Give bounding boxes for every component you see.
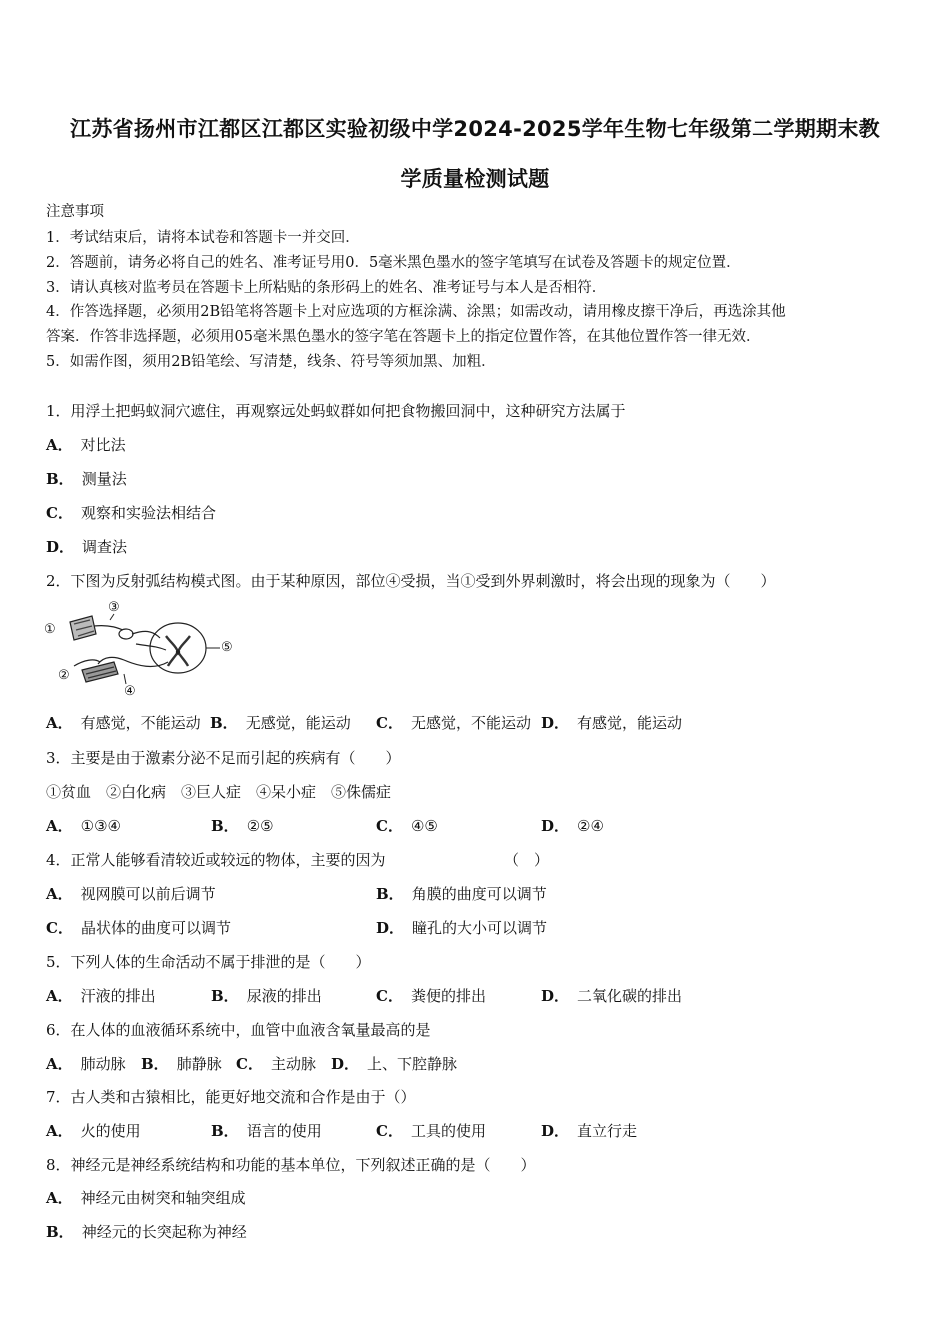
q6-option-a: [46, 1054, 126, 1074]
q2-stem: 2．下图为反射弧结构模式图。由于某种原因，部位④受损，当①受到外界刺激时，将会出现的现象为（ ）: [46, 572, 776, 590]
notice-item-2: 2．答题前，请务必将自己的姓名、准考证号用0．5毫米黑色墨水的签字笔填写在试卷及答题卡的规定位置．: [46, 255, 741, 271]
q7-option-b-text: 语言的使用: [246, 1122, 322, 1140]
q1-option-b-text: 测量法: [81, 470, 127, 488]
q2-option-c-letter: C．: [376, 714, 403, 732]
q5-option-c: [376, 986, 486, 1006]
q7-option-c-letter: C．: [376, 1122, 403, 1140]
q6-option-b-text: 肺静脉: [176, 1055, 222, 1073]
notice-item-5: 5．如需作图，须用2B铅笔绘、写清楚，线条、符号等须加黑、加粗．: [46, 354, 496, 370]
q6-option-c: [236, 1054, 316, 1074]
q1-option-d: [46, 537, 127, 557]
q8-stem: 8．神经元是神经系统结构和功能的基本单位，下列叙述正确的是（ ）: [46, 1156, 536, 1174]
q3-option-a-letter: A．: [46, 817, 73, 835]
q5-option-c-text: 粪便的排出: [410, 987, 486, 1005]
q8-option-a: [46, 1188, 246, 1208]
q3-option-a: [46, 816, 121, 836]
reflex-arc-diagram: [44, 600, 236, 700]
q2-option-d-text: 有感觉，能运动: [577, 714, 683, 732]
q3-option-b-text: ②⑤: [246, 817, 274, 835]
q2-option-b-letter: B．: [210, 714, 238, 732]
q5-option-d-letter: D．: [541, 987, 570, 1005]
notice-item-4-cont: 答案．作答非选择题，必须用05毫米黑色墨水的签字笔在答题卡上的指定位置作答，在其他位置作答一律无效．: [46, 329, 761, 345]
notice-item-4: 4．作答选择题，必须用2B铅笔将答题卡上对应选项的方框涂满、涂黑；如需改动，请用橡皮擦干净后，再选涂其他: [46, 304, 786, 320]
q4-option-a-text: 视网膜可以前后调节: [80, 885, 216, 903]
q5-option-a: [46, 986, 156, 1006]
q7-option-c-text: 工具的使用: [410, 1122, 486, 1140]
diagram-label-1: ①: [44, 622, 56, 637]
q7-option-a-letter: A．: [46, 1122, 73, 1140]
q5-option-d-text: 二氧化碳的排出: [577, 987, 683, 1005]
notice-item-1: 1．考试结束后，请将本试卷和答题卡一并交回．: [46, 230, 360, 246]
q5-option-d: [541, 986, 682, 1006]
q3-option-d: [541, 816, 604, 836]
q4-option-a-letter: A．: [46, 885, 73, 903]
q4-blank: （ ）: [504, 851, 550, 869]
q3-option-d-text: ②④: [577, 817, 604, 835]
diagram-label-5: ⑤: [221, 640, 233, 655]
q1-option-b: [46, 469, 127, 489]
q4-option-c-text: 晶状体的曲度可以调节: [80, 919, 231, 937]
diagram-label-3: ③: [108, 600, 120, 615]
q6-option-b-letter: B．: [141, 1055, 169, 1073]
q6-option-c-text: 主动脉: [270, 1055, 316, 1073]
diagram-label-4: ④: [124, 684, 136, 699]
q6-option-a-letter: A．: [46, 1055, 73, 1073]
q1-option-b-letter: B．: [46, 470, 74, 488]
q7-option-a-text: 火的使用: [80, 1122, 141, 1140]
q1-option-c-text: 观察和实验法相结合: [80, 504, 216, 522]
q2-option-a-letter: A．: [46, 714, 73, 732]
q4-option-c-letter: C．: [46, 919, 73, 937]
q8-option-b-text: 神经元的长突起称为神经: [81, 1223, 247, 1241]
q1-option-c-letter: C．: [46, 504, 73, 522]
q6-option-b: [141, 1054, 222, 1074]
q3-option-c-letter: C．: [376, 817, 403, 835]
q7-option-d-text: 直立行走: [577, 1122, 638, 1140]
q6-stem: 6．在人体的血液循环系统中，血管中血液含氧量最高的是: [46, 1021, 431, 1039]
q6-option-d: [331, 1054, 457, 1074]
q3-option-d-letter: D．: [541, 817, 570, 835]
q1-option-a-text: 对比法: [80, 436, 126, 454]
q2-option-c: [376, 713, 531, 733]
q5-option-b-text: 尿液的排出: [246, 987, 322, 1005]
q4-option-d-text: 瞳孔的大小可以调节: [412, 919, 548, 937]
q2-option-d: [541, 713, 682, 733]
q4-option-b-letter: B．: [376, 885, 404, 903]
q6-option-d-letter: D．: [331, 1055, 360, 1073]
q8-option-a-text: 神经元由树突和轴突组成: [80, 1189, 246, 1207]
q4-option-d: [376, 918, 547, 938]
q5-option-a-letter: A．: [46, 987, 73, 1005]
q7-option-b: [211, 1121, 322, 1141]
q1-option-d-letter: D．: [46, 538, 75, 556]
q4-option-a: [46, 884, 216, 904]
q2-option-a: [46, 713, 201, 733]
q5-stem: 5．下列人体的生命活动不属于排泄的是（ ）: [46, 953, 371, 971]
q6-option-d-text: 上、下腔静脉: [367, 1055, 458, 1073]
q3-option-c: [376, 816, 438, 836]
q8-option-b-letter: B．: [46, 1223, 74, 1241]
q7-option-d: [541, 1121, 637, 1141]
q7-option-d-letter: D．: [541, 1122, 570, 1140]
q3-stem: 3．主要是由于激素分泌不足而引起的疾病有（ ）: [46, 749, 401, 767]
exam-title-line-1: 江苏省扬州市江都区江都区实验初级中学2024-2025学年生物七年级第二学期期末教: [70, 117, 880, 141]
q3-option-a-text: ①③④: [80, 817, 121, 835]
q4-option-d-letter: D．: [376, 919, 405, 937]
q2-option-b-text: 无感觉，能运动: [245, 714, 351, 732]
q1-option-c: [46, 503, 216, 523]
q4-option-c: [46, 918, 231, 938]
notice-heading: 注意事项: [46, 204, 104, 220]
q3-option-c-text: ④⑤: [410, 817, 438, 835]
q6-option-a-text: 肺动脉: [80, 1055, 126, 1073]
q5-option-c-letter: C．: [376, 987, 403, 1005]
q8-option-b: [46, 1222, 247, 1242]
q3-option-b-letter: B．: [211, 817, 239, 835]
q2-option-b: [210, 713, 351, 733]
q5-option-b-letter: B．: [211, 987, 239, 1005]
notice-item-3: 3．请认真核对监考员在答题卡上所粘贴的条形码上的姓名、准考证号与本人是否相符．: [46, 280, 607, 296]
q4-option-b: [376, 884, 547, 904]
q3-items: ①贫血 ②白化病 ③巨人症 ④呆小症 ⑤侏儒症: [46, 783, 392, 801]
q7-option-a: [46, 1121, 141, 1141]
q8-option-a-letter: A．: [46, 1189, 73, 1207]
q5-option-b: [211, 986, 322, 1006]
q5-option-a-text: 汗液的排出: [80, 987, 156, 1005]
q4-stem: 4．正常人能够看清较近或较远的物体，主要的因为: [46, 851, 386, 869]
q2-option-c-text: 无感觉，不能运动: [410, 714, 531, 732]
q1-stem: 1．用浮土把蚂蚁洞穴遮住，再观察远处蚂蚁群如何把食物搬回洞中，这种研究方法属于: [46, 402, 626, 420]
q7-stem: 7．古人类和古猿相比，能更好地交流和合作是由于（）: [46, 1088, 416, 1106]
q3-option-b: [211, 816, 274, 836]
diagram-label-2: ②: [58, 668, 70, 683]
q6-option-c-letter: C．: [236, 1055, 263, 1073]
q7-option-b-letter: B．: [211, 1122, 239, 1140]
q2-option-a-text: 有感觉，不能运动: [80, 714, 201, 732]
q2-option-d-letter: D．: [541, 714, 570, 732]
q1-option-a: [46, 435, 126, 455]
q7-option-c: [376, 1121, 486, 1141]
q1-option-a-letter: A．: [46, 436, 73, 454]
exam-title-line-2: 学质量检测试题: [400, 167, 550, 191]
q1-option-d-text: 调查法: [82, 538, 128, 556]
q4-option-b-text: 角膜的曲度可以调节: [411, 885, 547, 903]
